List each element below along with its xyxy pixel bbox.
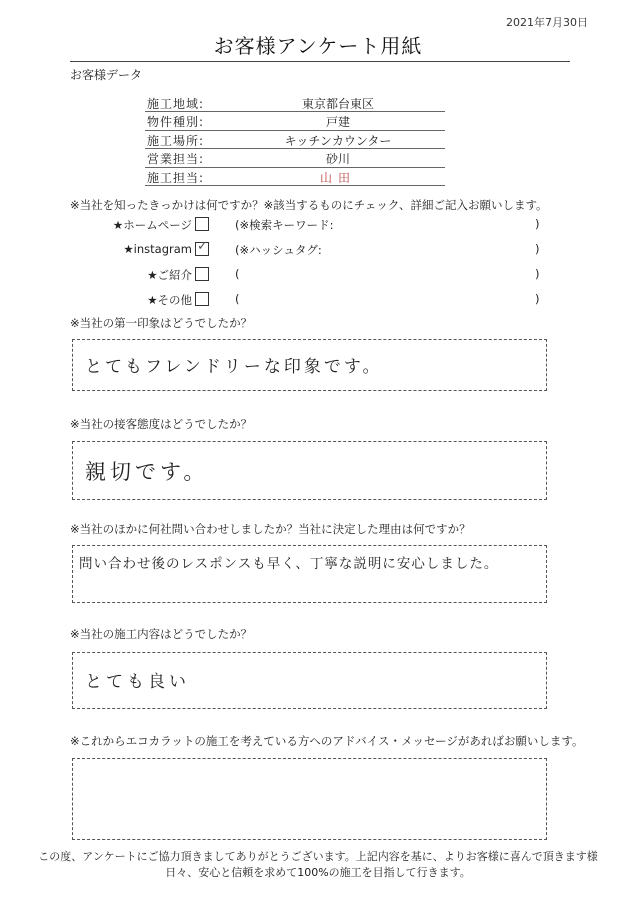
question-2: ※当社の第一印象はどうでしたか？	[70, 316, 253, 330]
question-4: ※当社のほかに何社問い合わせしましたか？当社に決定した理由は何ですか？	[70, 522, 471, 536]
customer-row-location	[145, 131, 445, 149]
title-underline	[70, 61, 570, 62]
footer-line-2: 日々、安心と信頼を求めて100%の施工を目指して行きます。	[165, 866, 471, 879]
option-row-instagram	[70, 240, 550, 260]
option-checkbox[interactable]	[195, 217, 209, 231]
customer-data-table	[145, 94, 445, 186]
answer-box-4[interactable]	[72, 545, 547, 603]
question-1: ※当社を知ったきっかけは何ですか？※該当するものにチェック、詳細ご記入お願いします。	[70, 198, 548, 212]
answer-text-handwritten: とても良い	[85, 672, 190, 692]
survey-date: 2021年7月30日	[506, 16, 588, 29]
customer-value: 東京都台東区	[301, 97, 374, 111]
option-detail-suffix: )	[535, 292, 540, 306]
option-detail-prefix: (	[235, 267, 240, 281]
option-label: ★ホームページ	[112, 218, 192, 232]
customer-label: 物件種別:	[147, 115, 205, 130]
customer-label: 施工担当:	[147, 170, 205, 185]
answer-text-handwritten: 親切です。	[85, 460, 209, 484]
customer-value-handwritten: 山田	[319, 170, 356, 185]
customer-label: 施工場所:	[147, 133, 205, 148]
option-checkbox[interactable]	[195, 267, 209, 281]
customer-row-type	[145, 112, 445, 130]
customer-label: 施工地域:	[147, 97, 205, 111]
customer-label: 営業担当:	[147, 152, 205, 167]
option-detail-prefix: (	[235, 292, 240, 306]
option-checkbox-checked[interactable]	[195, 239, 209, 256]
option-row-homepage	[70, 215, 550, 235]
customer-section-label: お客様データ	[70, 68, 143, 82]
answer-box-3[interactable]	[72, 441, 547, 500]
option-row-other	[70, 290, 550, 310]
option-detail-suffix: )	[535, 242, 540, 256]
option-label: ★ご紹介	[147, 268, 192, 282]
option-detail-suffix: )	[535, 217, 540, 231]
question-6: ※これからエコカラットの施工を考えている方へのアドバイス・メッセージがあればお願いします。	[70, 734, 584, 748]
customer-row-area	[145, 94, 445, 112]
page-title: お客様アンケート用紙	[213, 34, 423, 58]
question-3: ※当社の接客態度はどうでしたか？	[70, 417, 253, 431]
answer-box-6[interactable]	[72, 758, 547, 840]
option-detail-prefix: (※検索キーワード:	[235, 218, 334, 232]
option-row-referral	[70, 265, 550, 285]
customer-value: キッチンカウンター	[284, 133, 392, 148]
option-detail-suffix: )	[535, 267, 540, 281]
option-label: ★その他	[147, 293, 192, 307]
option-checkbox[interactable]	[195, 292, 209, 306]
footer-line-1: この度、アンケートにご協力頂きましてありがとうございます。上記内容を基に、よりお客様に喜んで頂きます様	[38, 850, 598, 863]
answer-box-5[interactable]	[72, 652, 547, 709]
option-detail-prefix: (※ハッシュタグ:	[235, 243, 322, 257]
answer-box-2[interactable]	[72, 339, 547, 391]
question-5: ※当社の施工内容はどうでしたか？	[70, 627, 253, 641]
answer-text-handwritten: 問い合わせ後のレスポンスも早く、丁寧な説明に安心しました。	[79, 556, 499, 572]
customer-value: 戸建	[325, 115, 350, 130]
customer-row-installer	[145, 168, 445, 186]
checkmark-icon: ✓	[197, 239, 208, 254]
option-label: ★instagram	[123, 242, 192, 256]
answer-text-handwritten: とてもフレンドリーな印象です。	[85, 357, 383, 377]
customer-value: 砂川	[325, 152, 350, 167]
customer-row-sales	[145, 149, 445, 167]
